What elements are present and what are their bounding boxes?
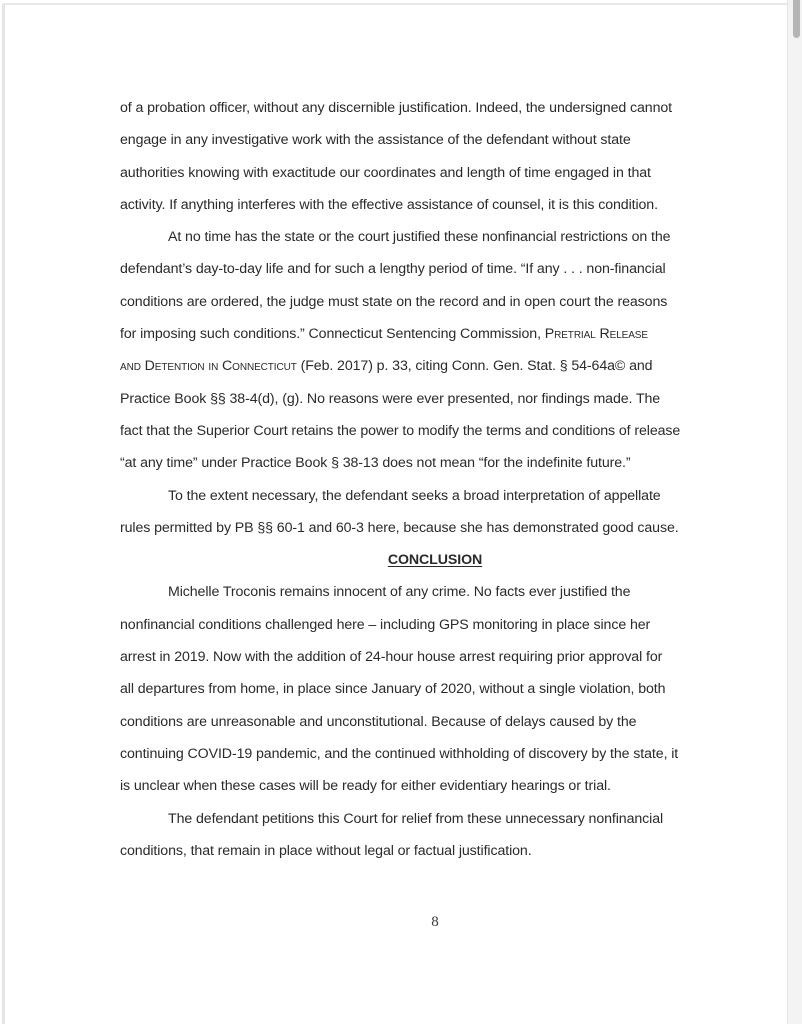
text-line: The defendant petitions this Court for relief from these unnecessary nonfinancial — [168, 810, 664, 827]
page-frame-top — [2, 3, 792, 5]
paragraph-extent-necessary — [120, 480, 742, 545]
text-line: is unclear when these cases will be ready for either evidentiary hearings or trial. — [120, 778, 611, 795]
text-line — [120, 350, 742, 382]
citation-title-smallcaps: Pretrial Release — [544, 326, 648, 343]
text-line: To the extent necessary, the defendant seeks a broad interpretation of appellate — [168, 487, 661, 504]
text-line: rules permitted by PB §§ 60-1 and 60-3 here, because she has demonstrated good cause. — [120, 519, 679, 536]
text-line: “at any time” under Practice Book § 38-13 does not mean “for the indefinite future.” — [120, 455, 631, 472]
paragraph-innocent — [120, 576, 742, 802]
text-run: (Feb. 2017) p. 33, citing Conn. Gen. Stat. § 54-64a© and — [296, 358, 653, 375]
text-line: continuing COVID-19 pandemic, and the continued withholding of discovery by the state, it — [120, 745, 679, 762]
section-heading-conclusion: CONCLUSION — [387, 552, 483, 569]
paragraph-continuation — [120, 92, 742, 221]
page-frame-left — [2, 4, 5, 1024]
paragraph-petition — [120, 803, 742, 868]
text-line: engage in any investigative work with the assistance of the defendant without state — [120, 132, 631, 149]
text-line: conditions are unreasonable and unconstitutional. Because of delays caused by the — [120, 713, 637, 730]
text-line: conditions, that remain in place without legal or factual justification. — [120, 842, 532, 859]
paragraph-no-justification — [120, 221, 742, 479]
text-line: Practice Book §§ 38-4(d), (g). No reasons were ever presented, nor findings made. The — [120, 390, 661, 407]
text-line: activity. If anything interferes with the effective assistance of counsel, it is this condition. — [120, 196, 658, 213]
citation-title-smallcaps: and Detention in Connecticut — [120, 358, 297, 375]
text-line: At no time has the state or the court justified these nonfinancial restrictions on the — [168, 229, 671, 246]
text-line: authorities knowing with exactitude our coordinates and length of time engaged in that — [120, 164, 651, 181]
text-line: conditions are ordered, the judge must state on the record and in open court the reasons — [120, 293, 668, 310]
text-line: nonfinancial conditions challenged here – including GPS monitoring in place since her — [120, 616, 651, 633]
text-line: fact that the Superior Court retains the power to modify the terms and conditions of release — [120, 422, 681, 439]
text-line: defendant’s day-to-day life and for such a lengthy period of time. “If any . . . non-financial — [120, 261, 666, 278]
document-page — [120, 92, 742, 867]
scrollbar-thumb[interactable] — [793, 0, 800, 38]
text-line: Michelle Troconis remains innocent of any crime. No facts ever justified the — [168, 584, 631, 601]
text-line — [120, 318, 742, 350]
text-run: for imposing such conditions.” Connecticut Sentencing Commission, — [120, 326, 545, 343]
text-line: of a probation officer, without any discernible justification. Indeed, the undersigned cannot — [120, 100, 672, 116]
vertical-scrollbar[interactable] — [787, 0, 802, 1024]
page-number: 8 — [431, 914, 439, 930]
text-line: arrest in 2019. Now with the addition of 24-hour house arrest requiring prior approval for — [120, 649, 663, 666]
text-line: all departures from home, in place since January of 2020, without a single violation, both — [120, 681, 666, 698]
